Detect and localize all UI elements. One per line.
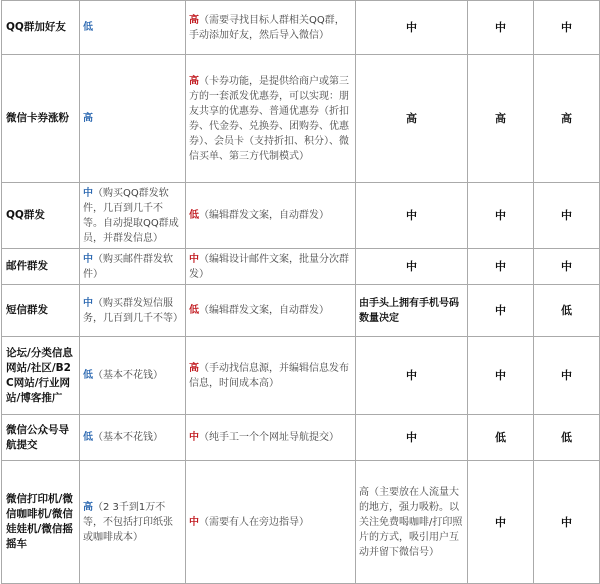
cost-level: 低 [83,22,93,33]
method-name-cell: 微信卡券涨粉 [2,55,80,183]
cost-note: （基本不花钱） [93,432,163,443]
rating-cell-a: 中 [468,183,534,249]
rating-cell-b: 中 [534,183,600,249]
cost-cell [80,1,186,55]
labor-note: （编辑设计邮件文案，批量分次群发） [189,253,349,280]
method-name-cell: 论坛/分类信息网站/社区/B2C网站/行业网站/博客推广 [2,337,80,415]
cost-level: 低 [83,432,93,443]
table-row [2,337,600,415]
cost-level: 高 [83,113,93,124]
method-name-cell: QQ群加好友 [2,1,80,55]
table-row [2,183,600,249]
rating-cell-b: 低 [534,415,600,461]
effect-value: 高 [406,112,417,125]
labor-level: 高 [189,362,199,374]
table-row [2,461,600,584]
rating-cell-b: 中 [534,461,600,584]
cost-cell [80,337,186,415]
effect-cell [356,1,468,55]
table-row [2,55,600,183]
method-name-cell: 微信打印机/微信咖啡机/微信娃娃机/微信摇摇车 [2,461,80,584]
rating-cell-b: 低 [534,285,600,337]
labor-note: （卡券功能，是提供给商户或第三方的一套派发优惠券，可以实现：朋友共享的优惠券、普通优惠券（折扣券、代金券、兑换券、团购券、优惠券）、会员卡（支持折扣、积分）、微信买单、第三方代制模式） [189,75,349,162]
table-row [2,249,600,285]
effect-cell [356,285,468,337]
method-name-cell: 邮件群发 [2,249,80,285]
rating-cell-a: 中 [468,461,534,584]
rating-cell-b: 中 [534,249,600,285]
effect-value: 中 [406,431,417,444]
table-row [2,415,600,461]
labor-cell [186,249,356,285]
effect-cell [356,461,468,584]
rating-cell-b: 中 [534,337,600,415]
effect-cell [356,249,468,285]
rating-cell-a: 低 [468,415,534,461]
labor-cell [186,285,356,337]
labor-level: 中 [189,516,199,528]
cost-level: 高 [83,501,93,513]
effect-value: 中 [406,369,417,382]
rating-cell-a: 中 [468,1,534,55]
table-row [2,1,600,55]
cost-cell [80,461,186,584]
rating-cell-a: 高 [468,55,534,183]
labor-note: （编辑群发文案，自动群发） [199,210,329,221]
rating-cell-a: 中 [468,337,534,415]
labor-level: 中 [189,253,199,265]
effect-level: 高 [359,486,369,498]
channel-comparison-table [1,0,600,584]
effect-cell [356,183,468,249]
labor-level: 低 [189,210,199,221]
cost-level: 中 [83,253,93,265]
table-row [2,285,600,337]
effect-note: （主要放在人流量大的地方，强力吸粉。以关注免费喝咖啡/打印照片的方式，吸引用户互动并留下微信号） [359,486,463,558]
cost-cell [80,55,186,183]
effect-value: 中 [406,260,417,273]
cost-note: （基本不花钱） [93,370,163,381]
effect-cell [356,55,468,183]
cost-note: （购买邮件群发软件） [83,253,173,280]
method-name-cell: 微信公众号导航提交 [2,415,80,461]
rating-cell-a: 中 [468,249,534,285]
cost-note: （购买群发短信服务，几百到几千不等） [83,297,183,324]
cost-note: （购买QQ群发软件，几百到几千不等。自动提取QQ群成员，并群发信息） [83,187,179,244]
table-body [2,1,600,584]
effect-cell [356,415,468,461]
labor-level: 高 [189,14,199,26]
method-name-cell: 短信群发 [2,285,80,337]
labor-note: （纯手工一个个网址导航提交） [199,432,339,443]
labor-level: 高 [189,75,199,87]
labor-note: （手动找信息源，并编辑信息发布信息，时间成本高） [189,362,349,389]
cost-cell [80,183,186,249]
labor-note: （编辑群发文案，自动群发） [199,305,329,316]
effect-value: 由手头上拥有手机号码数量决定 [359,297,459,324]
cost-level: 中 [83,297,93,309]
rating-cell-b: 高 [534,55,600,183]
cost-cell [80,249,186,285]
labor-cell [186,1,356,55]
cost-level: 低 [83,370,93,381]
cost-cell [80,415,186,461]
cost-level: 中 [83,187,93,199]
labor-cell [186,55,356,183]
effect-value: 中 [406,209,417,222]
cost-note: （2 3千到1万不等，不包括打印纸张或咖啡成本） [83,501,173,543]
effect-cell [356,337,468,415]
labor-cell [186,183,356,249]
labor-note: （需要寻找目标人群相关QQ群，手动添加好友，然后导入微信） [189,14,345,41]
labor-level: 低 [189,305,199,316]
labor-cell [186,461,356,584]
effect-value: 中 [406,21,417,34]
rating-cell-a: 中 [468,285,534,337]
labor-note: （需要有人在旁边指导） [199,516,309,528]
labor-cell [186,415,356,461]
labor-cell [186,337,356,415]
rating-cell-b: 中 [534,1,600,55]
labor-level: 中 [189,432,199,443]
cost-cell [80,285,186,337]
method-name-cell: QQ群发 [2,183,80,249]
